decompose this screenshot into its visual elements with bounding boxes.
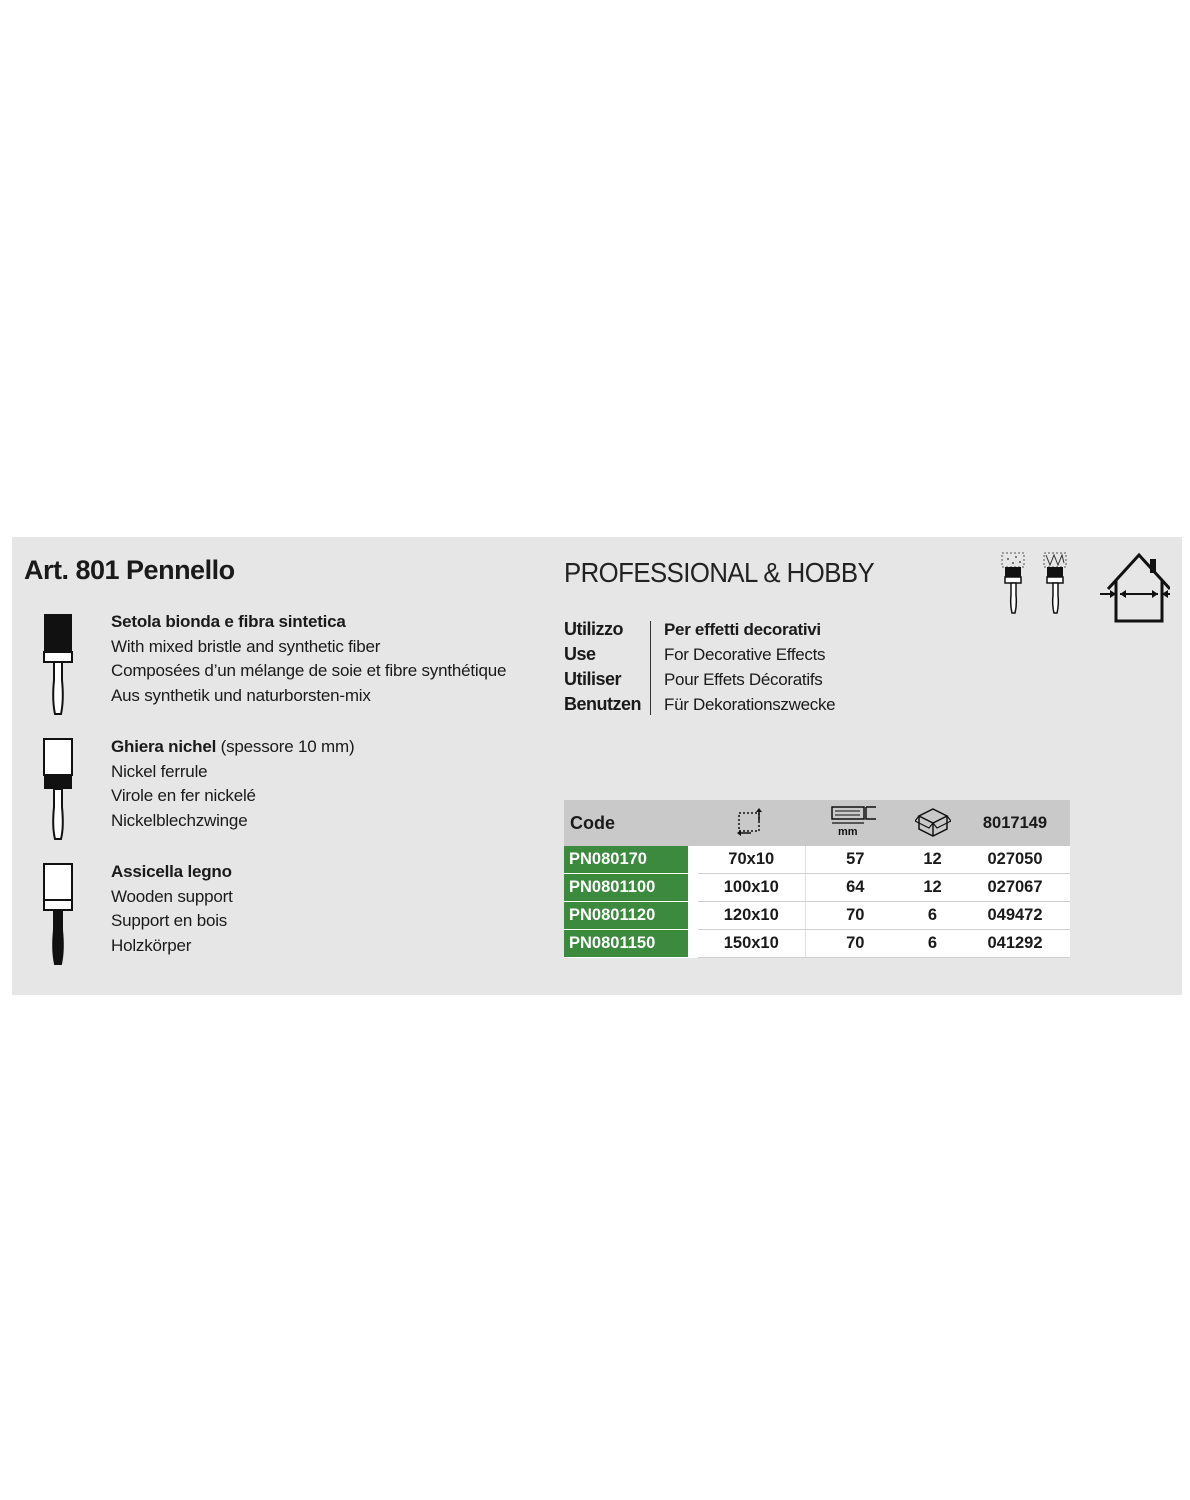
product-title: Art. 801 Pennello <box>24 555 235 585</box>
product-code: PN0801120 <box>564 902 693 930</box>
product-card <box>12 537 1182 995</box>
usage-icons <box>1000 549 1170 629</box>
spec-table <box>564 800 1070 958</box>
usage-value: Per effetti decorativi <box>664 620 821 639</box>
brush-texture-icon <box>1002 553 1024 613</box>
ean-cell: 027067 <box>960 874 1070 902</box>
table-row <box>564 902 1070 930</box>
length-cell: 70 <box>805 930 905 958</box>
ean-header: 8017149 <box>960 800 1070 846</box>
brush-handle-icon <box>38 860 78 970</box>
feature-line: Composées d’un mélange de soie et fibre synthétique <box>111 661 507 680</box>
size-cell: 70x10 <box>693 846 805 874</box>
length-mm-icon <box>830 804 880 838</box>
pack-cell: 6 <box>905 930 960 958</box>
usage-label: Benutzen <box>564 694 641 714</box>
usage-value: Pour Effets Décoratifs <box>664 670 823 689</box>
length-cell: 70 <box>805 902 905 930</box>
product-code: PN0801100 <box>564 874 693 902</box>
code-header: Code <box>564 800 693 846</box>
indoor-house-icon <box>1100 555 1170 621</box>
feature-line: Support en bois <box>111 911 228 930</box>
brand-heading: PROFESSIONAL & HOBBY <box>564 557 875 588</box>
brush-pattern-icon <box>1044 553 1066 613</box>
box-pack-icon <box>915 805 951 837</box>
feature-line: Aus synthetik und naturborsten-mix <box>111 685 371 705</box>
svg-text:mm: mm <box>838 825 858 838</box>
feature-heading: Assicella legno <box>111 862 232 881</box>
usage-divider <box>650 621 651 715</box>
ean-cell: 041292 <box>960 930 1070 958</box>
ean-cell: 049472 <box>960 902 1070 930</box>
feature-heading: Setola bionda e fibra sintetica <box>111 612 346 631</box>
ean-cell: 027050 <box>960 846 1070 874</box>
brush-ferrule-icon <box>38 735 78 845</box>
pack-cell: 12 <box>905 846 960 874</box>
usage-value: For Decorative Effects <box>664 645 826 664</box>
usage-label: Use <box>564 644 596 664</box>
table-row <box>564 846 1070 874</box>
product-code: PN080170 <box>564 846 693 874</box>
brush-bristle-icon <box>38 610 78 720</box>
feature-heading: Ghiera nichel (spessore 10 mm) <box>111 737 355 756</box>
usage-label: Utiliser <box>564 669 622 689</box>
length-cell: 57 <box>805 846 905 874</box>
product-code: PN0801150 <box>564 930 693 958</box>
pack-cell: 12 <box>905 874 960 902</box>
feature-line: Nickel ferrule <box>111 761 208 781</box>
usage-label: Utilizzo <box>564 619 623 639</box>
size-cell: 150x10 <box>693 930 805 958</box>
feature-line: Wooden support <box>111 886 233 906</box>
table-row <box>564 930 1070 958</box>
length-header <box>805 800 905 846</box>
length-cell: 64 <box>805 874 905 902</box>
pack-header <box>905 800 960 846</box>
feature-line: Holzkörper <box>111 935 192 955</box>
usage-value: Für Dekorationszwecke <box>664 695 836 714</box>
size-icon <box>734 806 764 836</box>
size-header <box>693 800 805 846</box>
size-cell: 120x10 <box>693 902 805 930</box>
size-cell: 100x10 <box>693 874 805 902</box>
table-header-row <box>564 800 1070 846</box>
feature-line: Nickelblechzwinge <box>111 810 248 830</box>
feature-line: Virole en fer nickelé <box>111 786 256 805</box>
pack-cell: 6 <box>905 902 960 930</box>
feature-line: With mixed bristle and synthetic fiber <box>111 636 381 656</box>
table-row <box>564 874 1070 902</box>
